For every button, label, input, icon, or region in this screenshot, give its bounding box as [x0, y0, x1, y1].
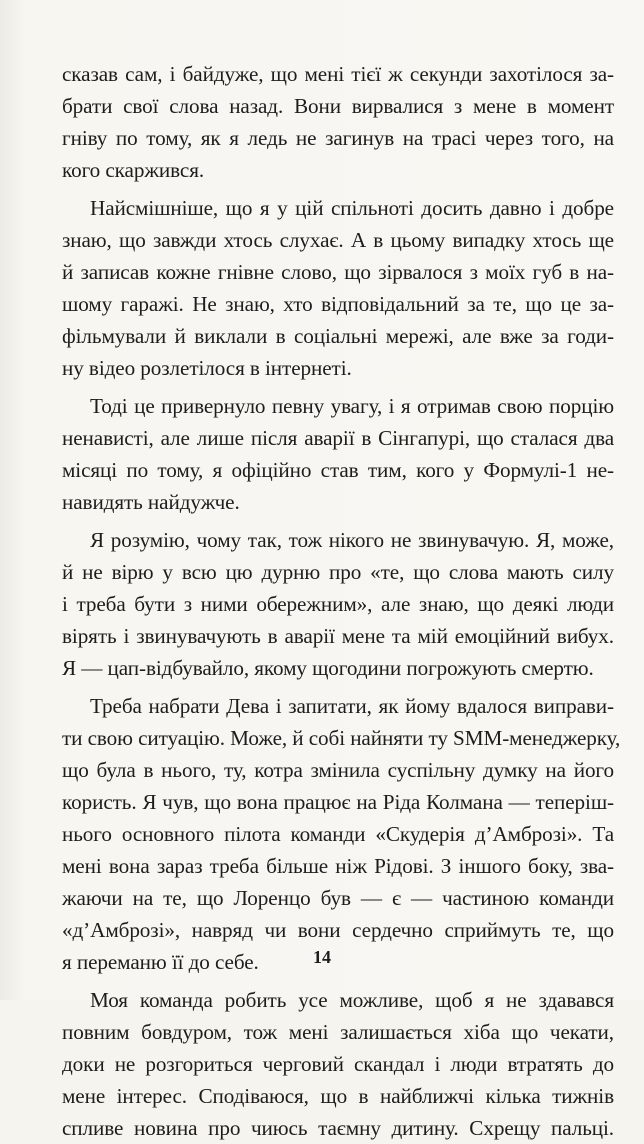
text-line: і треба бути з ними обережним», але знаю, що деякі люди [62, 592, 614, 616]
paragraph [62, 690, 621, 978]
text-line: ненависті, але лише після аварії в Сінгапурі, що сталася два [62, 426, 614, 450]
text-line: вірять і звинувачують в аварії мене та мій емоційний вибух. [62, 624, 614, 648]
text-line: повним бовдуром, тож мені залишається хіба що чекати, [62, 1020, 614, 1044]
text-line: Найсмішніше, що я у цій спільноті досить давно і добре [90, 196, 614, 220]
paragraph [62, 984, 614, 1144]
text-line: Я розумію, чому так, тож нікого не звинувачую. Я, може, [90, 528, 614, 552]
text-line: й не вірю у всю цю дурню про «те, що слова мають силу [62, 560, 614, 584]
text-line: знаю, що завжди хтось слухає. А в цьому випадку хтось ще [62, 228, 614, 252]
text-line: ну відео розлетілося в інтернеті. [62, 356, 352, 380]
page-number: 14 [313, 947, 331, 967]
text-line: кого скаржився. [62, 158, 205, 182]
text-line: сказав сам, і байдуже, що мені тієї ж секунди захотілося за- [62, 62, 614, 86]
text-line: жаючи на те, що Лоренцо був — є — частиною команди [62, 886, 614, 910]
body-text [62, 58, 621, 1144]
paragraph [62, 524, 614, 684]
text-line: мені вона зараз треба більше ніж Рідові. З іншого боку, зва- [62, 854, 614, 878]
text-line: доки не розгориться черговий скандал і люди втратять до [62, 1052, 614, 1076]
text-line: «д’Амброзі», навряд чи вони сердечно сприймуть те, що [62, 918, 614, 942]
text-line: шому гаражі. Не знаю, хто відповідальний за те, що це за- [62, 292, 614, 316]
text-line: спливе новина про чиюсь таємну дитину. Схрещу пальці. [62, 1116, 614, 1140]
text-line: мене інтерес. Сподіваюся, що в найближчі кілька тижнів [62, 1084, 614, 1108]
text-line: нього основного пілота команди «Скудерія д’Амброзі». Та [62, 822, 614, 846]
text-line: Моя команда робить усе можливе, щоб я не здавався [90, 988, 614, 1012]
text-line: навидять найдужче. [62, 490, 240, 514]
text-line: користь. Я чув, що вона працює на Ріда Колмана — теперіш- [62, 790, 614, 814]
text-line: Я — цап-відбувайло, якому щогодини погрожують смертю. [62, 656, 594, 680]
text-line: Тоді це привернуло певну увагу, і я отримав свою порцію [90, 394, 614, 418]
text-line: я переманю її до себе. [62, 950, 259, 974]
paragraph [62, 58, 614, 186]
text-line: що була в нього, ту, котра змінила суспільну думку на його [62, 758, 614, 782]
text-line: гніву по тому, як я ледь не загинув на трасі через того, на [62, 126, 614, 150]
paragraph [62, 390, 614, 518]
text-line: фільмували й виклали в соціальні мережі, але вже за годи- [62, 324, 614, 348]
text-line: й записав кожне гнівне слово, що зірвалося з моїх губ в на- [62, 260, 614, 284]
text-line: Треба набрати Дева і запитати, як йому вдалося виправи- [90, 694, 614, 718]
text-line: брати свої слова назад. Вони вирвалися з мене в момент [62, 94, 614, 118]
text-line: місяці по тому, я офіційно став тим, кого у Формулі-1 не- [62, 458, 614, 482]
paragraph [62, 192, 614, 384]
text-line: ти свою ситуацію. Може, й собі найняти ту SMM-менеджерку, [62, 726, 621, 750]
